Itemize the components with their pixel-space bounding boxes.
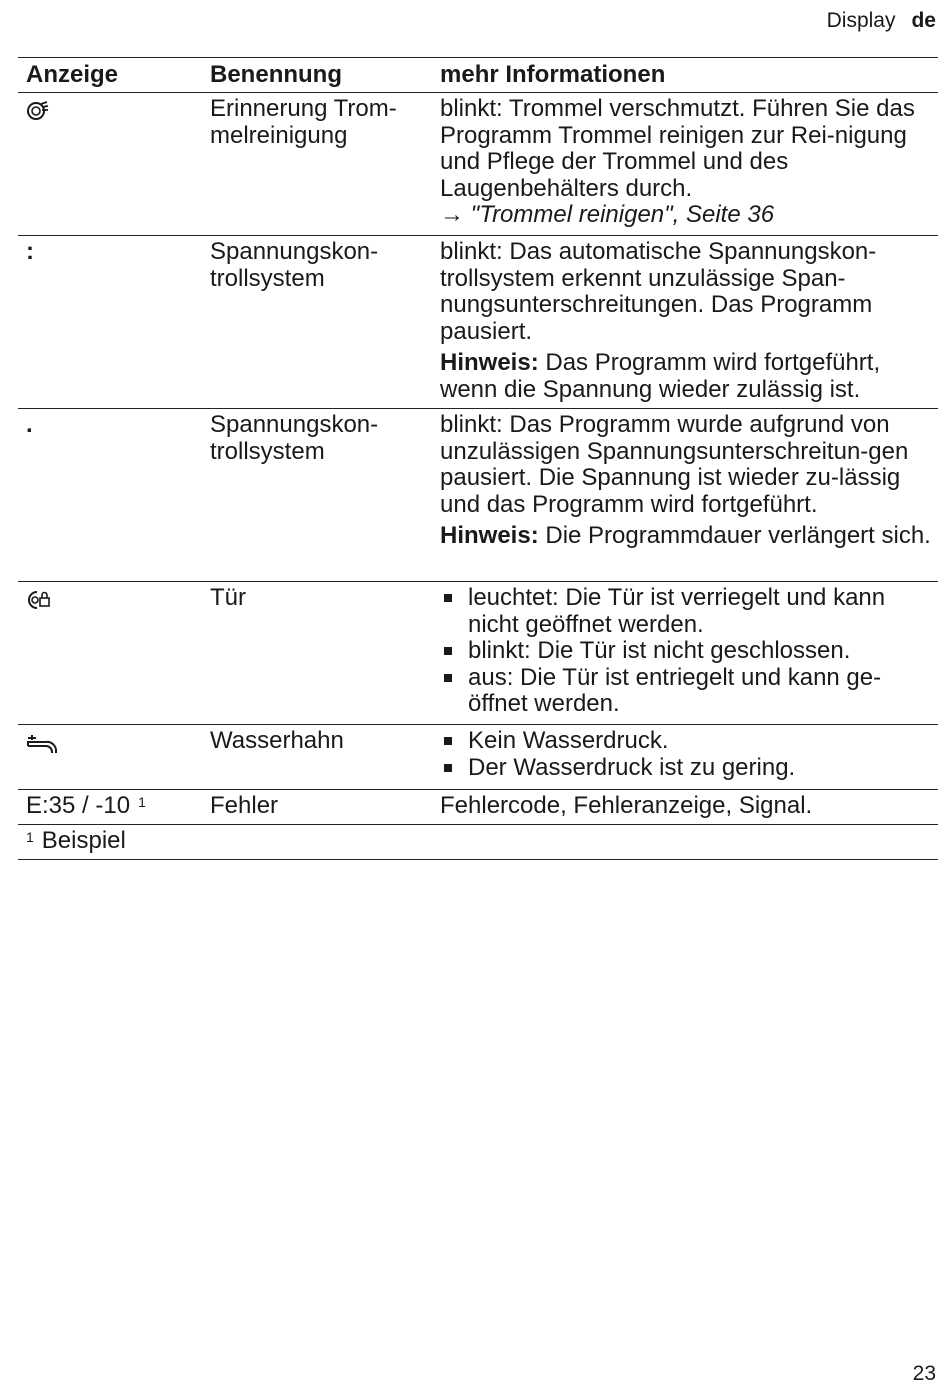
table-row xyxy=(18,409,938,582)
list-item: leuchtet: Die Tür ist verriegelt und kann nicht geöffnet werden. xyxy=(440,585,938,638)
note xyxy=(440,350,938,403)
column-header-informationen: mehr Informationen xyxy=(440,61,666,88)
language-tag: de xyxy=(911,9,936,32)
row-name: Spannungskon-trollsystem xyxy=(210,411,379,465)
bullet-list xyxy=(440,728,938,781)
list-item: Der Wasserdruck ist zu gering. xyxy=(440,755,938,782)
error-code: E:35 / -10 xyxy=(26,792,131,819)
table-row xyxy=(18,93,938,236)
info-text: blinkt: Das automatische Spannungskon-trollsystem erkennt unzulässige Span-nungsunterschreitungen. Das Programm pausiert. xyxy=(440,238,877,345)
note-label: Hinweis: xyxy=(440,349,539,376)
table-row xyxy=(18,582,938,725)
indicator-colon: : xyxy=(26,238,34,265)
list-item: blinkt: Die Tür ist nicht geschlossen. xyxy=(440,638,938,665)
row-name: Tür xyxy=(210,584,246,611)
table-row xyxy=(18,790,938,825)
table-row xyxy=(18,725,938,790)
column-header-benennung: Benennung xyxy=(210,61,342,88)
door-lock-icon xyxy=(26,589,52,618)
footnote-mark: 1 xyxy=(138,794,146,810)
row-name: Erinnerung Trom- xyxy=(210,95,397,122)
row-name: Wasserhahn xyxy=(210,727,344,754)
row-name: Spannungskon-trollsystem xyxy=(210,238,379,292)
bullet-list xyxy=(440,585,938,718)
running-header xyxy=(827,8,936,34)
row-name: Fehler xyxy=(210,792,279,819)
info-text: blinkt: Das Programm wurde aufgrund von unzulässigen Spannungsunterschreitun-gen pausiert. Die Spannung ist wieder zu-lässig und das Programm wird fortgeführt. xyxy=(440,411,909,518)
info-text: blinkt: Trommel verschmutzt. Führen Sie das Programm Trommel reinigen zur Rei-nigung und Pflege der Trommel und des Laugenbehälters durch. xyxy=(440,95,915,202)
info-text: Fehlercode, Fehleranzeige, Signal. xyxy=(440,792,813,819)
water-tap-icon xyxy=(26,732,58,761)
list-item: aus: Die Tür ist entriegelt und kann ge-öffnet werden. xyxy=(440,665,938,718)
footnote-mark: 1 xyxy=(26,829,34,845)
row-name-cont: melreinigung xyxy=(210,121,348,149)
indicator-dot: . xyxy=(26,411,33,438)
note-label: Hinweis: xyxy=(440,522,539,549)
page-number: 23 xyxy=(912,1362,936,1385)
drum-cleaning-icon xyxy=(26,100,50,129)
table-header xyxy=(18,57,938,93)
column-header-anzeige: Anzeige xyxy=(26,61,119,88)
table-footnote xyxy=(18,824,938,860)
list-item: Kein Wasserdruck. xyxy=(440,728,938,755)
note-text: Das Programm wird fortgeführt, wenn die Spannung wieder zulässig ist. xyxy=(440,349,881,403)
cross-reference: → "Trommel reinigen", Seite 36 xyxy=(440,201,775,228)
note xyxy=(440,523,938,550)
section-title: Display xyxy=(826,9,896,32)
display-table xyxy=(18,57,938,860)
note-text: Die Programmdauer verlängert sich. xyxy=(545,522,931,549)
footnote-text: Beispiel xyxy=(41,827,126,854)
table-row xyxy=(18,236,938,409)
